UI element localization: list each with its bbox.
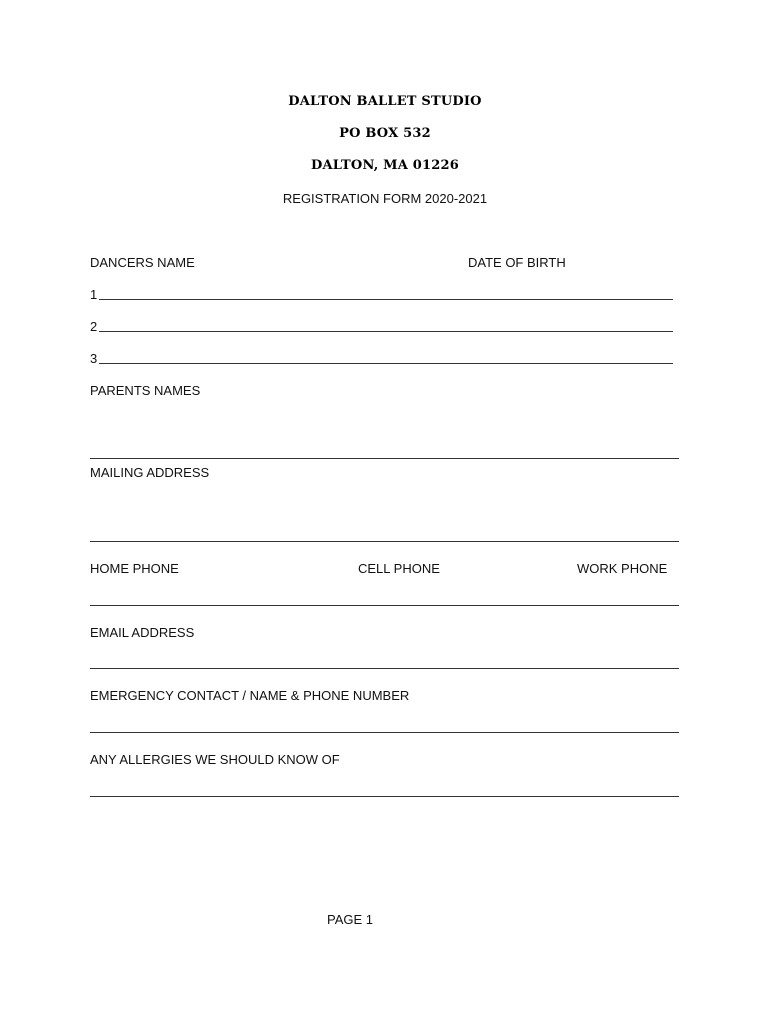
dancer-2-line[interactable]	[99, 331, 673, 332]
work-phone-label: WORK PHONE	[577, 561, 668, 576]
email-address-line[interactable]	[90, 668, 679, 669]
studio-name: DALTON BALLET STUDIO	[288, 94, 482, 109]
page-number: PAGE 1	[326, 912, 373, 927]
form-title: REGISTRATION FORM 2020-2021	[282, 191, 488, 206]
home-phone-label: HOME PHONE	[90, 561, 179, 576]
date-of-birth-label: DATE OF BIRTH	[468, 255, 566, 270]
studio-po-box: PO BOX 532	[339, 126, 431, 141]
email-address-label: EMAIL ADDRESS	[90, 625, 195, 640]
mailing-address-label: MAILING ADDRESS	[90, 465, 210, 480]
dancer-1-line[interactable]	[99, 299, 673, 300]
allergies-label: ANY ALLERGIES WE SHOULD KNOW OF	[90, 752, 340, 767]
emergency-contact-line[interactable]	[90, 732, 679, 733]
phone-numbers-line[interactable]	[90, 605, 679, 606]
dancer-3-number: 3	[90, 351, 98, 366]
dancers-name-label: DANCERS NAME	[90, 255, 195, 270]
dancer-1-number: 1	[90, 287, 98, 302]
dancer-3-line[interactable]	[99, 363, 673, 364]
mailing-address-line[interactable]	[90, 541, 679, 542]
dancer-2-number: 2	[90, 319, 98, 334]
parents-names-label: PARENTS NAMES	[90, 383, 201, 398]
parents-names-line[interactable]	[90, 458, 679, 459]
allergies-line[interactable]	[90, 796, 679, 797]
emergency-contact-label: EMERGENCY CONTACT / NAME & PHONE NUMBER	[90, 688, 410, 703]
cell-phone-label: CELL PHONE	[358, 561, 440, 576]
studio-city-state-zip: DALTON, MA 01226	[311, 158, 459, 173]
